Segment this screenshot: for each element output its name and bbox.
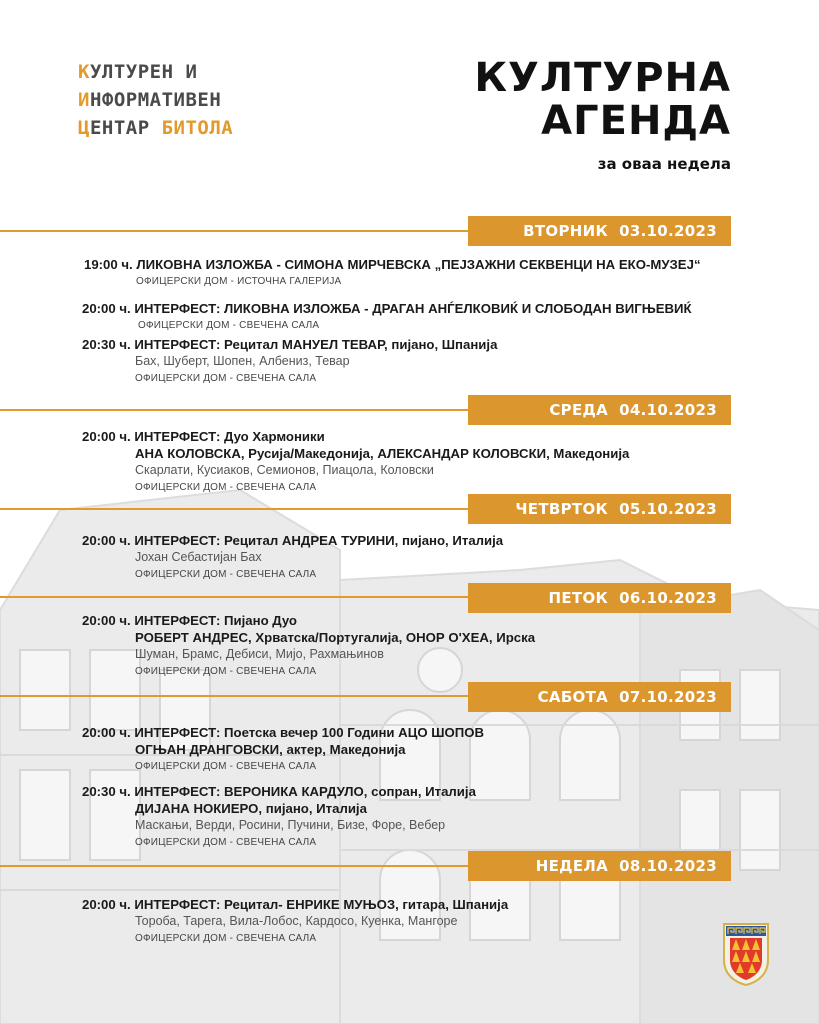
day-divider-line — [0, 230, 470, 232]
event-program: Јохан Себастијан Бах — [135, 550, 262, 564]
event-title: 20:00 ч. ИНТЕРФЕСТ: Рецитал АНДРЕА ТУРИНИ, пијано, Италија — [82, 533, 504, 548]
event-program: Скарлати, Кусиаков, Семионов, Пиацола, Коловски — [135, 463, 434, 477]
event-venue: ОФИЦЕРСКИ ДОМ - СВЕЧЕНА САЛА — [135, 482, 317, 493]
event-program: Шуман, Брамс, Дебиси, Мијо, Рахмањинов — [135, 647, 384, 661]
event-program: Маскањи, Верди, Росини, Пучини, Бизе, Форе, Вебер — [135, 818, 446, 832]
page-title — [474, 56, 731, 174]
event-performers: ДИЈАНА НОКИЕРО, пијано, Италија — [135, 801, 367, 816]
day-banner-wednesday: СРЕДА 04.10.2023 — [468, 395, 731, 425]
event-venue: ОФИЦЕРСКИ ДОМ - СВЕЧЕНА САЛА — [135, 666, 317, 677]
event-item — [82, 896, 508, 947]
logo-line-3: ЦЕНТАР БИТОЛА — [78, 117, 234, 139]
logo-line-1: КУЛТУРЕН И — [78, 61, 198, 83]
day-banner-thursday: ЧЕТВРТОК 05.10.2023 — [468, 494, 731, 524]
event-item — [82, 428, 629, 496]
day-banner-saturday: САБОТА 07.10.2023 — [468, 682, 731, 712]
event-title: 20:00 ч. ИНТЕРФЕСТ: Поетска вечер 100 Години АЦО ШОПОВ — [82, 725, 485, 740]
event-item — [82, 300, 692, 334]
day-divider-line — [0, 695, 470, 697]
day-banner-friday: ПЕТОК 06.10.2023 — [468, 583, 731, 613]
event-title: 20:00 ч. ИНТЕРФЕСТ: Рецитал- ЕНРИКЕ МУЊОЗ, гитара, Шпанија — [82, 897, 509, 912]
day-divider-line — [0, 596, 470, 598]
day-banner-tuesday: ВТОРНИК 03.10.2023 — [468, 216, 731, 246]
event-venue: ОФИЦЕРСКИ ДОМ - СВЕЧЕНА САЛА — [135, 761, 317, 772]
title-line-2: АГЕНДА — [541, 98, 731, 144]
event-program: Бах, Шуберт, Шопен, Албениз, Тевар — [135, 354, 350, 368]
kic-bitola-logo — [78, 58, 233, 142]
day-divider-line — [0, 508, 470, 510]
event-venue: ОФИЦЕРСКИ ДОМ - СВЕЧЕНА САЛА — [135, 569, 317, 580]
event-title: 20:30 ч. ИНТЕРФЕСТ: Рецитал МАНУЕЛ ТЕВАР, пијано, Шпанија — [82, 337, 498, 352]
subtitle: за оваа недела — [597, 155, 731, 173]
event-title: 20:00 ч. ИНТЕРФЕСТ: ЛИКОВНА ИЗЛОЖБА - ДРАГАН АНЃЕЛКОВИЌ И СЛОБОДАН ВИГЊЕВИЌ — [82, 301, 692, 316]
event-title: 19:00 ч. ЛИКОВНА ИЗЛОЖБА - СИМОНА МИРЧЕВСКА „ПЕЈЗАЖНИ СЕКВЕНЦИ НА ЕКО-МУЗЕЈ“ — [84, 257, 701, 272]
event-performers: ОГЊАН ДРАНГОВСКИ, актер, Македонија — [135, 742, 406, 757]
event-item — [82, 783, 476, 851]
event-venue: ОФИЦЕРСКИ ДОМ - СВЕЧЕНА САЛА — [135, 837, 317, 848]
event-item — [84, 256, 701, 290]
day-divider-line — [0, 409, 470, 411]
event-item — [82, 612, 535, 680]
event-performers: РОБЕРТ АНДРЕС, Хрватска/Португалија, ОНОР О'ХЕА, Ирска — [135, 630, 536, 645]
title-line-1: КУЛТУРНА — [474, 55, 731, 101]
bitola-coat-of-arms-icon — [722, 922, 770, 986]
event-item — [82, 532, 503, 583]
event-program: Тороба, Тарега, Вила-Лобос, Кардосо, Куенка, Мангоре — [135, 914, 458, 928]
event-venue: ОФИЦЕРСКИ ДОМ - СВЕЧЕНА САЛА — [138, 320, 320, 331]
event-title: 20:00 ч. ИНТЕРФЕСТ: Пијано Дуо — [82, 613, 297, 628]
event-title: 20:00 ч. ИНТЕРФЕСТ: Дуо Хармоники — [82, 429, 325, 444]
logo-line-2: ИНФОРМАТИВЕН — [78, 89, 222, 111]
event-item — [82, 724, 484, 775]
event-item — [82, 336, 497, 387]
day-divider-line — [0, 865, 470, 867]
event-title: 20:30 ч. ИНТЕРФЕСТ: ВЕРОНИКА КАРДУЛО, сопран, Италија — [82, 784, 476, 799]
event-performers: АНА КОЛОВСКА, Русија/Македонија, АЛЕКСАНДАР КОЛОВСКИ, Македонија — [135, 446, 630, 461]
event-venue: ОФИЦЕРСКИ ДОМ - ИСТОЧНА ГАЛЕРИЈА — [136, 276, 342, 287]
day-banner-sunday: НЕДЕЛА 08.10.2023 — [468, 851, 731, 881]
event-venue: ОФИЦЕРСКИ ДОМ - СВЕЧЕНА САЛА — [135, 933, 317, 944]
event-venue: ОФИЦЕРСКИ ДОМ - СВЕЧЕНА САЛА — [135, 373, 317, 384]
